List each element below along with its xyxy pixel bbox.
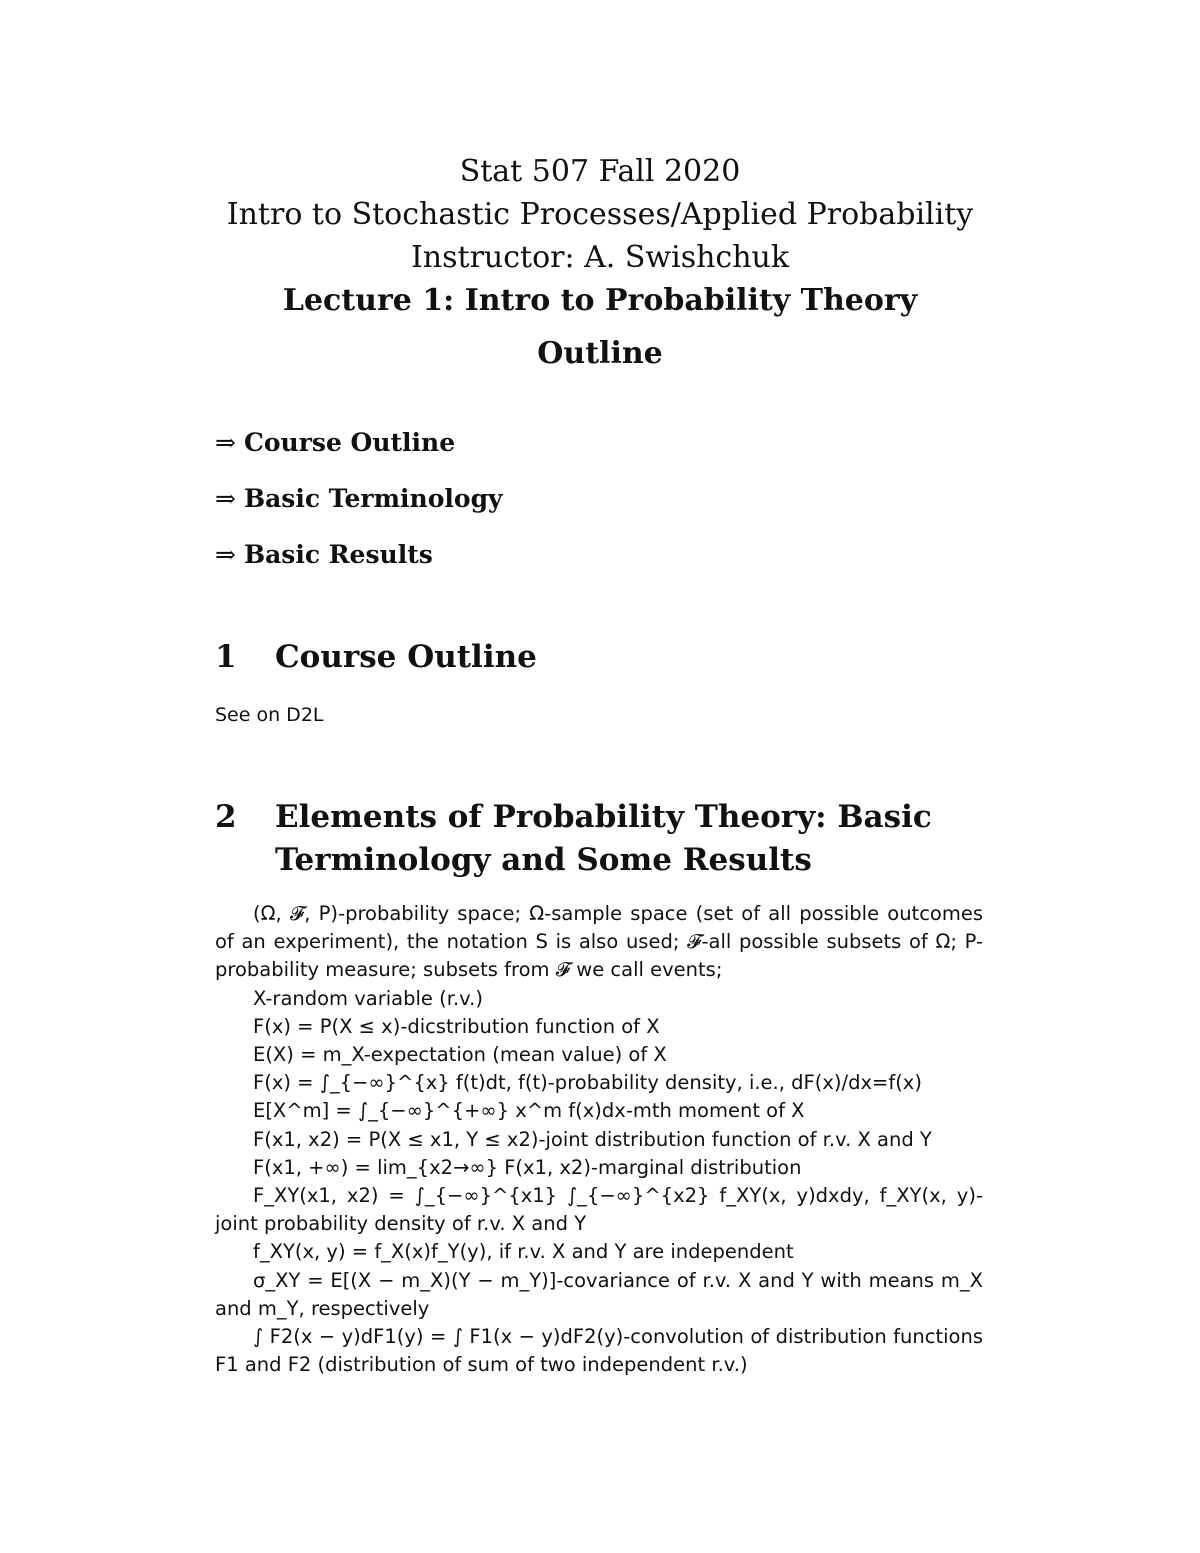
instructor-line: Instructor: A. Swishchuk bbox=[410, 240, 790, 275]
lecture-title: Lecture 1: Intro to Probability Theory bbox=[282, 283, 918, 318]
outline-item-label: Basic Terminology bbox=[243, 484, 503, 513]
section-1-text: See on D2L bbox=[215, 704, 324, 726]
definition-line: σ_XY = E[(X − m_X)(Y − m_Y)]-covariance of r.v. X and Y with means m_X and m_Y, respectively bbox=[215, 1268, 983, 1320]
definition-line: F(x1, +∞) = lim_{x2→∞} F(x1, x2)-marginal distribution bbox=[253, 1155, 802, 1179]
section-2-heading bbox=[215, 796, 985, 886]
right-double-arrow-icon: ⇒ bbox=[215, 484, 236, 513]
section-1-heading bbox=[215, 636, 985, 682]
title-block bbox=[0, 150, 1200, 371]
definition-line: E(X) = m_X-expectation (mean value) of X bbox=[253, 1043, 667, 1067]
outline-heading: Outline bbox=[537, 336, 663, 371]
section-title: Elements of Probability Theory: Basic Terminology and Some Results bbox=[275, 799, 932, 878]
section-2-body bbox=[215, 900, 983, 1379]
definition-line: f_XY(x, y) = f_X(x)f_Y(y), if r.v. X and Y are independent bbox=[253, 1240, 794, 1264]
course-title: Stat 507 Fall 2020 bbox=[459, 154, 741, 189]
definition-line: F(x) = P(X ≤ x)-dicstribution function of X bbox=[253, 1014, 660, 1038]
right-double-arrow-icon: ⇒ bbox=[215, 540, 236, 569]
outline-item bbox=[215, 425, 503, 481]
definition-line: F_XY(x1, x2) = ∫_{−∞}^{x1} ∫_{−∞}^{x2} f_XY(x, y)dxdy, f_XY(x, y)-joint probability density of r.v. X and Y bbox=[215, 1184, 983, 1236]
definition-line: X-random variable (r.v.) bbox=[253, 986, 483, 1010]
section-title: Course Outline bbox=[275, 639, 537, 675]
definition-line: E[X^m] = ∫_{−∞}^{+∞} x^m f(x)dx-mth moment of X bbox=[253, 1099, 805, 1123]
definition-line: F(x) = ∫_{−∞}^{x} f(t)dt, f(t)-probability density, i.e., dF(x)/dx=f(x) bbox=[253, 1071, 922, 1095]
definition-paragraph: (Ω, 𝓕, P)-probability space; Ω-sample space (set of all possible outcomes of an experiment), the notation S is also used; 𝓕-all possible subsets of Ω; P-probability measure; subsets from 𝓕 we call events; bbox=[215, 902, 983, 982]
section-number: 1 bbox=[215, 639, 237, 675]
outline-item bbox=[215, 537, 503, 593]
definition-line: F(x1, x2) = P(X ≤ x1, Y ≤ x2)-joint distribution function of r.v. X and Y bbox=[253, 1127, 932, 1151]
course-subtitle: Intro to Stochastic Processes/Applied Probability bbox=[226, 197, 974, 232]
right-double-arrow-icon: ⇒ bbox=[215, 428, 236, 457]
outline-item-label: Course Outline bbox=[243, 428, 456, 457]
definition-line: ∫ F2(x − y)dF1(y) = ∫ F1(x − y)dF2(y)-convolution of distribution functions F1 and F2 (distribution of sum of two independent r.v.) bbox=[215, 1325, 983, 1377]
outline-item bbox=[215, 481, 503, 537]
outline-item-label: Basic Results bbox=[243, 540, 433, 569]
section-number: 2 bbox=[215, 799, 237, 835]
outline-list bbox=[215, 425, 503, 593]
